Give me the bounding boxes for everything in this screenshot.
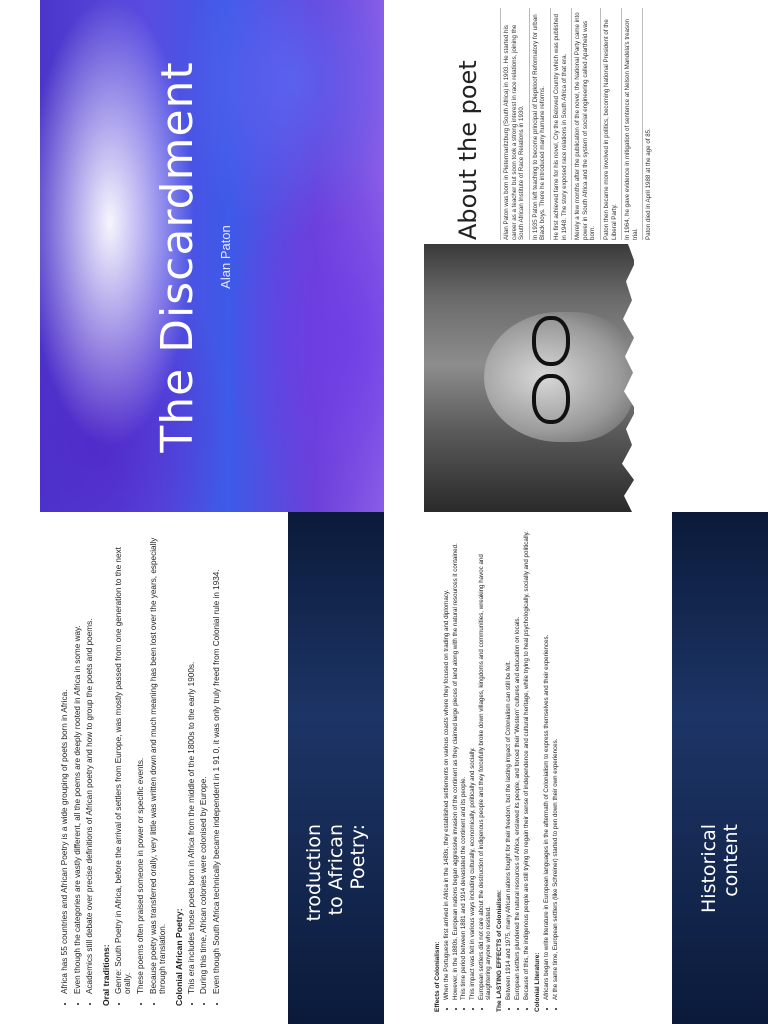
- history-slide-content: [424, 512, 768, 1024]
- colonial-poetry-heading: Colonial African Poetry:: [173, 908, 184, 1006]
- slide-subtitle: Alan Paton: [218, 225, 233, 289]
- title-line: Poetry:: [347, 824, 369, 890]
- title-slide-background: [40, 0, 384, 512]
- oral-traditions-heading: Oral traditions:: [100, 944, 111, 1006]
- bio-paragraph: Merely a few months after the publication of the novel, the National Party came into power in South Africa and the system of social engineering called Apartheid was born.: [571, 8, 600, 240]
- list-item: • Africa has 55 countries and African Poetry is a wide grouping of poets born in Africa.: [60, 526, 70, 994]
- list-item: • However, in the 1880s, European nations began aggressive invasion of the continent as they claimed large pieces of land along with the natural resources it contained.: [452, 520, 459, 1000]
- history-slide-title: [672, 814, 768, 1024]
- list-item: • This time period between 1881 and 1914 devastated the continent and its people.: [460, 520, 467, 1000]
- list-item: • Because of this, the indigenous people are still trying to regain their sense of independence and cultural heritage, while trying to heal psychologically, socially and politically.: [523, 520, 530, 1000]
- bio-paragraph: In 1935 Paton left teaching to become principal of Diepkloof Reformatory for urban Black boys. There he introduced many humane reforms.: [529, 8, 550, 240]
- poet-bio: [500, 8, 656, 240]
- colonial-literature-heading: Colonial Literature:: [533, 952, 541, 1012]
- bio-paragraph: Allan Paton was born in Pietermaritzburg (South Africa) in 1903. He started his career as a teacher but soon took a strong interest in race relations, joining the South African Institute of Race Relations in 1930.: [500, 8, 529, 240]
- lasting-bullet-list: [505, 520, 530, 1012]
- intro-slide-content: [40, 512, 384, 1024]
- bio-paragraph: Paton died in April 1988 at the age of 85.: [642, 8, 656, 240]
- list-item: • When the Portuguese first arrived in Africa in the 1480s, they established settlements on various coasts where they focused on trading and diplomacy.: [443, 520, 450, 1000]
- list-item: • These poems often praised someone in power or specific events.: [136, 526, 146, 994]
- portrait-glasses-right: [532, 316, 570, 366]
- title-slide: [40, 0, 384, 512]
- list-item: • At the same time, European settlers (like Schreiner) started to pen down their own experiences.: [552, 520, 559, 1000]
- list-item: • Africans began to write literature in European languages in the aftermath of Colonialism to express themselves and their experiences.: [543, 520, 550, 1000]
- title-line: to African: [325, 824, 347, 916]
- intro-slide-title: [288, 814, 384, 1024]
- oral-bullet-list: [114, 526, 168, 1006]
- list-item: • During this time, African colonies were colonised by Europe.: [199, 526, 209, 994]
- poet-slide: [424, 0, 768, 512]
- poet-heading: About the poet: [454, 60, 482, 240]
- title-line: content: [720, 824, 742, 897]
- list-item: • This impact was felt in various ways including culturally, economically, politically and socially.: [469, 520, 476, 1000]
- effects-bullet-list: [443, 520, 492, 1012]
- list-item: • European settlers plundered the natural resources of Africa, enslaved its people, and forced their 'Western' cultures and education on locals.: [514, 520, 521, 1000]
- bio-paragraph: Paton then became more involved in politics, becoming National President of the Liberal Party.: [600, 8, 621, 240]
- list-item: • This era includes those poets born in Africa from the middle of the 1800s to the early 1900s.: [187, 526, 197, 994]
- list-item: • Even though the categories are vastly different, all the poems are deeply rooted in Africa in some way.: [73, 526, 83, 994]
- title-line: troduction: [303, 824, 325, 922]
- literature-bullet-list: [543, 520, 559, 1012]
- list-item: • Between 1914 and 1975, many African nations fought for their freedom, but the lasting impact of Colonialism can still be felt.: [505, 520, 512, 1000]
- poet-portrait-image: [424, 244, 634, 512]
- intro-slide: [40, 512, 384, 1024]
- lasting-effects-heading: The LASTING EFFECTS of Colonialism:: [496, 889, 504, 1012]
- history-body: [430, 520, 563, 1012]
- portrait-glasses-left: [532, 374, 570, 424]
- poet-slide-content: [424, 0, 768, 512]
- title-line: Historical: [698, 824, 720, 913]
- list-item: • Genre: South Poetry in Africa, before the arrival of settlers from Europe, was mostly passed from one generation to the next orally.: [114, 526, 133, 994]
- list-item: • European settlers did not care about the destruction of indigenous people and they forcefully broke down villages, kingdoms and communities, wreaking havoc and slaughtering anyone who resisted.: [478, 520, 492, 1000]
- history-slide: [424, 512, 768, 1024]
- slide-title: The Discardment: [152, 61, 203, 453]
- bio-paragraph: He first achieved fame for his novel, Cry the Beloved Country which was published in 1948. The story exposed race relations in South Africa of that era.: [550, 8, 571, 240]
- colonial-bullet-list: [187, 526, 222, 1006]
- intro-body: [60, 526, 226, 1006]
- bio-paragraph: In 1964, he gave evidence in mitigation of sentence at Nelson Mandela's treason trial.: [621, 8, 642, 240]
- list-item: • Because poetry was transferred orally, very little was written down and much meaning has been lost over the years, especially through translation.: [149, 526, 168, 994]
- effects-heading: Effects of Colonialism:: [434, 941, 441, 1012]
- list-item: • Academics still debate over precise definitions of African poetry and how to group the poets and poems.: [85, 526, 95, 994]
- list-item: • Even though South Africa technically became independent in 1 91 0, it was only truly freed from Colonial rule in 1934.: [212, 526, 222, 994]
- intro-bullet-list: [60, 526, 95, 1006]
